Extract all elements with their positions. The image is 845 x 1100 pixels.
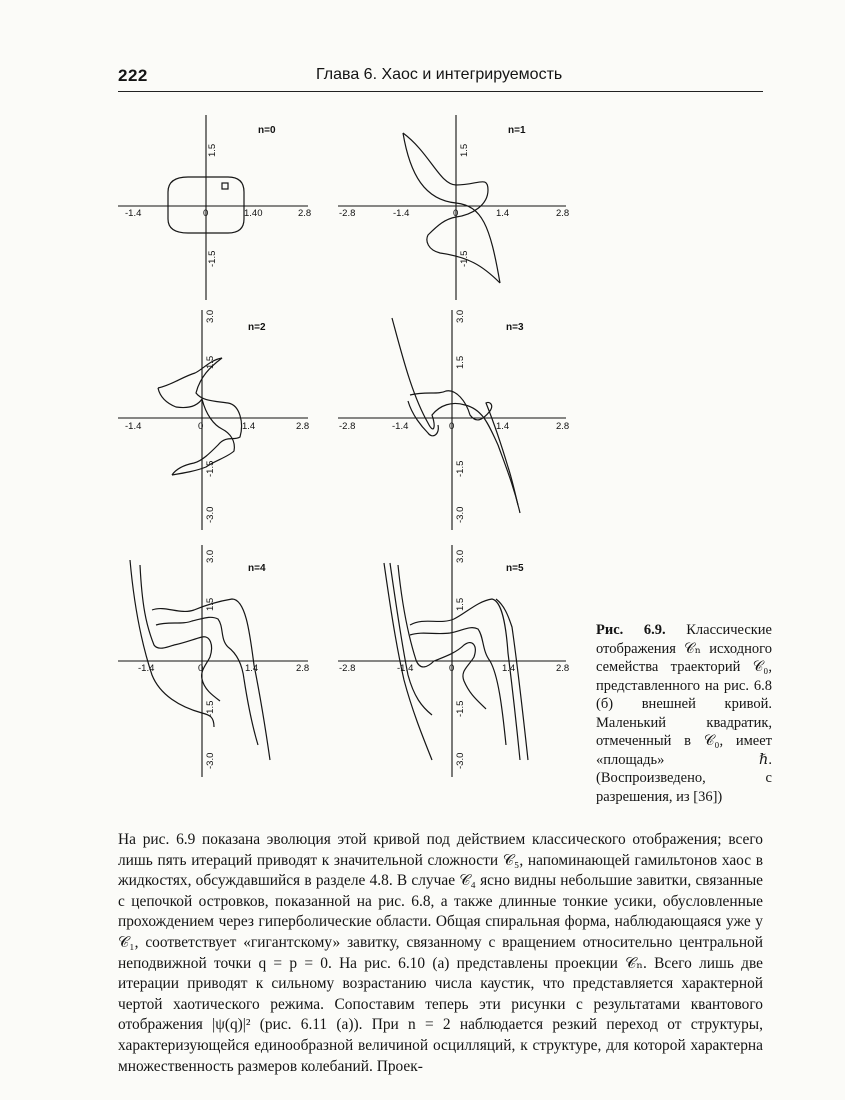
panel-n2-label: n=2 [248, 322, 266, 333]
panel-n0-ytick: 1.5 [207, 143, 218, 157]
panel-n5-ytick: -3.0 [455, 752, 466, 769]
panel-n1-label: n=1 [508, 125, 526, 136]
panel-n2-ytick: 1.5 [205, 355, 216, 369]
panel-n5-ytick: 1.5 [455, 597, 466, 611]
panel-n2-ytick: -1.5 [205, 460, 216, 477]
panel-n5-label: n=5 [506, 563, 524, 574]
panel-n1-curve-outer [403, 133, 500, 283]
panel-n3-xtick: -2.8 [339, 421, 356, 432]
panel-n5-xtick: 0 [449, 663, 455, 674]
panel-n3-xtick: 1.4 [496, 421, 510, 432]
panel-n5-ytick: 3.0 [455, 549, 466, 563]
header-rule [118, 91, 763, 92]
page-header [118, 64, 763, 90]
figure-6-9 [110, 105, 610, 805]
panel-n1-xtick: 1.4 [496, 208, 510, 219]
panel-n1-ytick: -1.5 [459, 250, 470, 267]
panel-n4-xtick: 0 [198, 663, 204, 674]
panel-n4-curve-whorl [174, 637, 220, 701]
panel-n3-ytick: 3.0 [455, 309, 466, 323]
panel-n3-ytick: -1.5 [455, 460, 466, 477]
panel-n1-xtick: 2.8 [556, 208, 570, 219]
panel-n4-xtick: 1.4 [245, 663, 259, 674]
caption-label: Рис. 6.9. [596, 622, 666, 638]
panel-n4-xtick: 2.8 [296, 663, 310, 674]
panel-n2-ytick: 3.0 [205, 309, 216, 323]
panel-n3-ytick: -3.0 [455, 506, 466, 523]
panel-n3 [338, 310, 569, 530]
panel-n2-xtick: 2.8 [296, 421, 310, 432]
panel-n4 [118, 545, 309, 777]
panel-n4-ytick: -3.0 [205, 752, 216, 769]
panel-n3-label: n=3 [506, 322, 524, 333]
caption-text: Классические отображения 𝒞ₙ исходного семейства траекторий 𝒞₀, представленного на рис. 6.8 (б) внешней кривой. Маленький квадратик, отмеченный в 𝒞₀, имеет «площадь» ℏ. (Воспроизведено, с разрешения, из [36]) [596, 622, 772, 805]
panel-n0-small-square [222, 183, 228, 189]
panel-n1 [338, 115, 569, 300]
figure-canvas [110, 105, 610, 805]
panel-n5-curve-whorl [434, 643, 486, 709]
panel-n0-xtick: -1.4 [125, 208, 142, 219]
panel-n5-xtick: -2.8 [339, 663, 356, 674]
panel-n0-xtick: 1.40 [244, 208, 263, 219]
body-text [118, 830, 763, 1077]
panel-n3-xtick: 0 [449, 421, 455, 432]
panel-n2-xtick: 1.4 [242, 421, 256, 432]
panel-n0 [118, 115, 311, 300]
panel-n4-ytick: 1.5 [205, 597, 216, 611]
panel-n5-xtick: 2.8 [556, 663, 570, 674]
panel-n1-curve-inner [403, 133, 500, 283]
panel-n4-xtick: -1.4 [138, 663, 155, 674]
panel-n4-curve-inner-left [140, 565, 174, 648]
panel-n1-xtick: -1.4 [393, 208, 410, 219]
panel-n1-xtick: 0 [453, 208, 459, 219]
panel-n3-ytick: 1.5 [455, 355, 466, 369]
panel-n2-ytick: -3.0 [205, 506, 216, 523]
panel-n3-curve-a [392, 318, 520, 513]
panel-n5-curve-e [410, 628, 506, 745]
panel-n5-xtick: -1.4 [397, 663, 414, 674]
running-head: Глава 6. Хаос и интегрируемость [316, 66, 563, 83]
panel-n2-curve-a [158, 355, 242, 475]
panel-n5-xtick: 1.4 [502, 663, 516, 674]
panel-n0-xtick: 2.8 [298, 208, 312, 219]
panel-n5-curve-d [410, 599, 520, 760]
panel-n0-xtick: 0 [203, 208, 209, 219]
panel-n5-curve-f [496, 599, 528, 760]
page-number: 222 [118, 66, 148, 85]
panel-n2-xtick: 0 [198, 421, 204, 432]
panel-n2-xtick: -1.4 [125, 421, 142, 432]
figure-caption [596, 621, 772, 806]
panel-n4-ytick: 3.0 [205, 549, 216, 563]
panel-n3-xtick: 2.8 [556, 421, 570, 432]
panel-n1-xtick: -2.8 [339, 208, 356, 219]
panel-n4-curve-outer-left [130, 560, 214, 727]
panel-n5-ytick: -1.5 [455, 700, 466, 717]
panel-n0-ytick: -1.5 [207, 250, 218, 267]
panel-n5 [338, 545, 569, 777]
body-paragraph: На рис. 6.9 показана эволюция этой кривой под действием классического отображения; всего лишь пять итераций приводят к значительной сложности 𝒞₅, напоминающей гамильтонов хаос в жидкостях, обсуждавшийся в разделе 4.8. В случае 𝒞₄ ясно видны небольшие завитки, связанные с цепочкой островков, показанной на рис. 6.8, а также длинные тонкие усики, обусловленные прохождением через гиперболические области. Общая спиральная форма, наблюдающаяся уже у 𝒞₁, соответствует «гигантскому» завитку, связанному с вращением относительно центральной неподвижной точки q = p = 0. На рис. 6.10 (а) представлены проекции 𝒞ₙ. Всего лишь две итерации приводят к сильному возрастанию числа каустик, что представляется характерной чертой хаотического режима. Сопоставим теперь эти рисунки с результатами квантового отображения |ψ(q)|² (рис. 6.11 (а)). При n = 2 наблюдается резкий переход от структуры, характеризующейся единообразной величиной осцилляций, к структуре, для которой характерна множественность размеров колебаний. Проек- [118, 831, 763, 1075]
panel-n3-xtick: -1.4 [392, 421, 409, 432]
panel-n3-curve-b [410, 391, 518, 505]
panel-n0-label: n=0 [258, 125, 276, 136]
panel-n1-ytick: 1.5 [459, 143, 470, 157]
panel-n4-curve-inner-right [156, 617, 258, 745]
panel-n4-label: n=4 [248, 563, 266, 574]
panel-n2 [118, 310, 309, 530]
panel-n4-ytick: -1.5 [205, 700, 216, 717]
